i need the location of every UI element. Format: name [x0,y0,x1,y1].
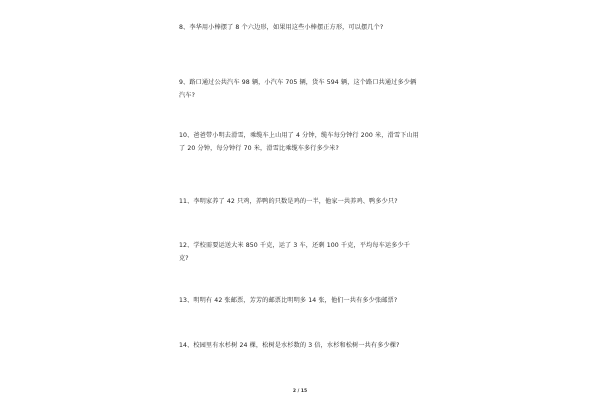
question-12: 12、学校需要运送大米 850 千克，运了 3 车，还剩 100 千克，平均每车运多少千克? [179,242,411,262]
question-11: 11、李明家养了 42 只鸡，养鸭的只数是鸡的一半，他家一共养鸡、鸭多少只? [179,198,398,205]
question-13: 13、明明有 42 张邮票，芳芳的邮票比明明多 14 张，他们一共有多少张邮票? [179,297,398,304]
question-9: 9、路口通过公共汽车 98 辆，小汽车 705 辆，货车 594 辆，这个路口共通过多少辆汽车? [179,79,417,99]
question-8: 8、李华用小棒摆了 8 个六边形，如果用这些小棒摆正方形，可以摆几个? [179,24,384,31]
page-number: 2 / 15 [292,389,308,394]
question-14: 14、校园里有水杉树 24 棵，松树是水杉数的 3 倍，水杉和松树一共有多少棵? [179,342,400,349]
question-10: 10、爸爸带小明去滑雪，乘缆车上山用了 4 分钟，缆车每分钟行 200 米，滑雪下山用了 20 分钟，每分钟行 70 米，滑雪比乘缆车多行多少米? [179,132,419,152]
